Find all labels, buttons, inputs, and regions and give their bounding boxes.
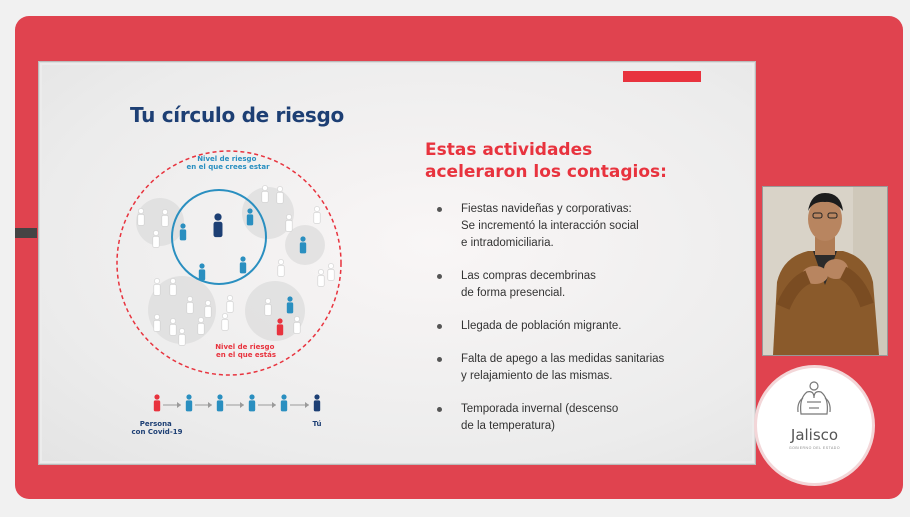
person-white [278,259,284,276]
person-white [153,230,159,247]
activity-line: de la temperatura) [461,420,555,432]
chain-person [249,394,255,411]
person-white [318,269,324,286]
person-white [170,278,176,295]
interpreter-figure [763,187,887,355]
risk-circle-diagram [42,65,422,455]
activity-line: e intradomiciliaria. [461,237,554,249]
activity-line: Las compras decembrinas [461,270,596,282]
chain-person [281,394,287,411]
outer-label-line-1: Nivel de riesgo [215,343,275,351]
chain-arrowhead-icon [208,402,212,408]
person-white [294,316,300,333]
person-blue [240,256,246,273]
person-white [154,314,160,331]
inner-label-line-1: Nivel de riesgo [197,155,257,163]
person-white [227,295,233,312]
logo-subtitle: GOBIERNO DEL ESTADO [788,446,841,450]
person-white [286,214,292,231]
activity-line: Se incrementó la interacción social [461,220,639,232]
interpreter-video[interactable] [762,186,888,356]
person-white [222,313,228,330]
activity-item [437,318,737,335]
chain-person-covid [154,394,160,411]
chain-person [186,394,192,411]
bullet-dot-icon [437,207,442,212]
person-white [277,186,283,203]
chain-start-label [132,420,183,436]
activities-title-line-2: aceleraron los contagios: [425,162,667,182]
activity-item [437,351,737,385]
activities-title-line-1: Estas actividades [425,140,593,160]
chain-start-line-2: con Covid-19 [131,428,183,436]
activity-line: Llegada de población migrante. [461,320,622,332]
chain-person [217,394,223,411]
activities-list [437,201,737,451]
chain-start-line-1: Persona [139,420,172,428]
chain-end-label: Tú [312,420,322,428]
contagion-chain [154,394,320,411]
person-white [187,296,193,313]
person-blue [180,223,186,240]
logo-name: Jalisco [790,426,839,444]
person-white [328,263,334,280]
inner-circle-label [186,155,270,171]
person-blue [199,263,205,280]
activity-item [437,401,737,435]
person-blue [300,236,306,253]
person-white [154,278,160,295]
inner-label-line-2: en el que crees estar [186,163,270,171]
person-blue [287,296,293,313]
slide-accent-bar [623,71,701,82]
chain-arrowhead-icon [272,402,276,408]
slide-background [42,65,752,461]
person-you [214,213,223,237]
person-white [138,208,144,225]
person-blue [247,208,253,225]
bullet-dot-icon [437,357,442,362]
jalisco-crest-icon [757,368,872,428]
activity-line: y relajamiento de las mismas. [461,370,613,382]
slide [38,61,756,465]
slide-title: Tu círculo de riesgo [130,103,344,127]
person-white [314,206,320,223]
outer-circle-label [215,343,277,359]
person-white [205,300,211,317]
person-white [170,318,176,335]
person-white [262,185,268,202]
side-tab-handle[interactable] [15,228,37,238]
outer-label-line-2: en el que estás [215,351,277,359]
person-white [162,209,168,226]
activity-line: de forma presencial. [461,287,566,299]
chain-arrowhead-icon [177,402,181,408]
chain-person-you [314,394,320,411]
activity-line: Fiestas navideñas y corporativas: [461,203,632,215]
activity-item [437,201,737,252]
activity-item [437,268,737,302]
person-white [265,298,271,315]
bullet-dot-icon [437,324,442,329]
activity-line: Falta de apego a las medidas sanitarias [461,353,665,365]
person-white [198,317,204,334]
bullet-dot-icon [437,407,442,412]
activity-line: Temporada invernal (descenso [461,403,619,415]
chain-arrowhead-icon [240,402,244,408]
person-red [277,318,283,335]
jalisco-logo [757,368,872,483]
chain-arrowhead-icon [305,402,309,408]
bullet-dot-icon [437,274,442,279]
person-white [179,328,185,345]
activities-title [425,139,667,183]
